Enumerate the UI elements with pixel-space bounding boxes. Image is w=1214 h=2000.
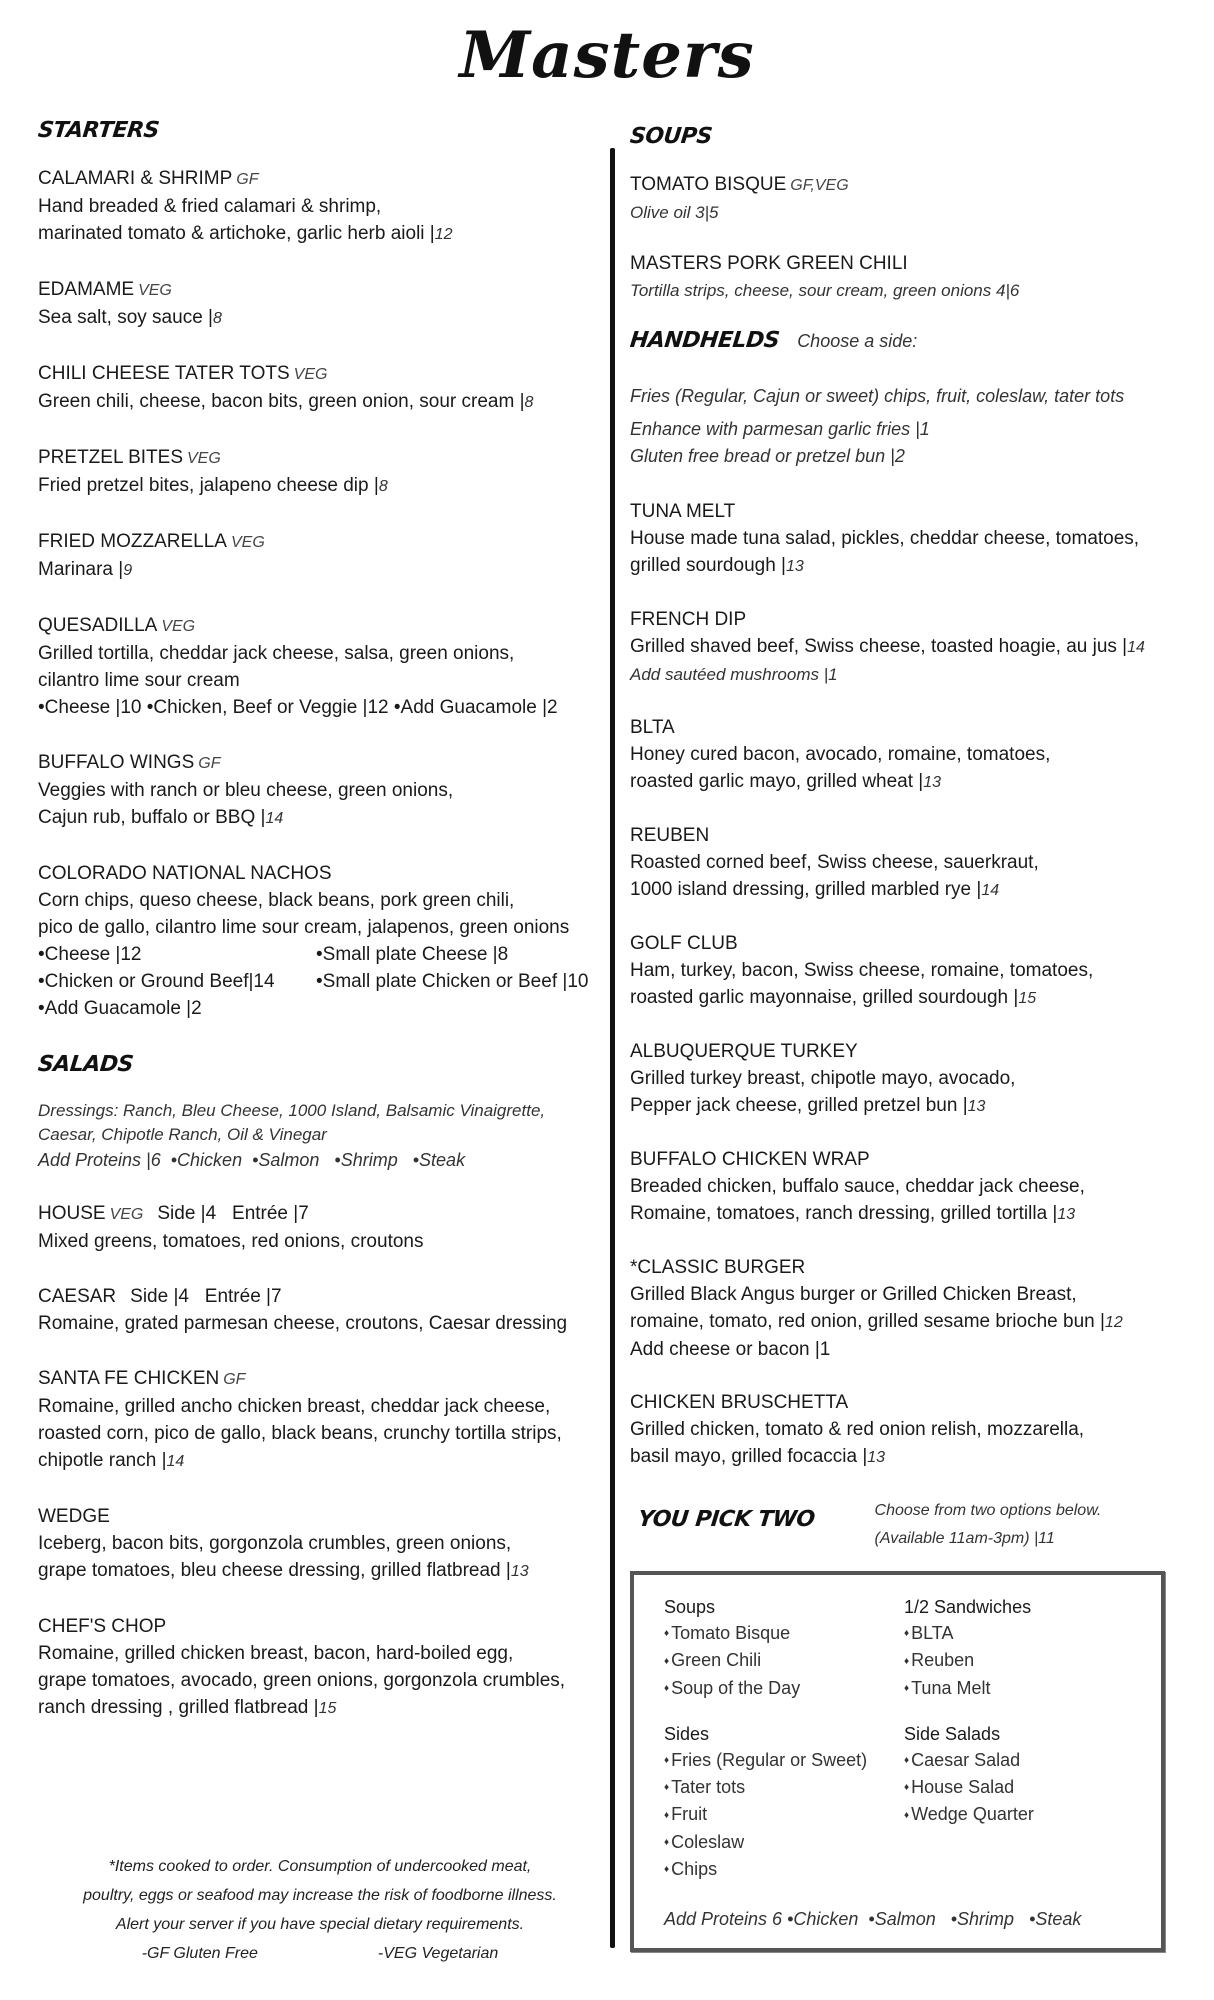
menu-item [38, 1613, 608, 1722]
menu-item-price: 13 [785, 558, 804, 575]
menu-item-description [38, 472, 608, 500]
description-text: Veggies with ranch or bleu cheese, green onions, [38, 780, 454, 801]
menu-item-description [38, 556, 608, 584]
legend-veg: -VEG Vegetarian [377, 1945, 499, 1962]
pick-two-box [630, 1571, 1165, 1952]
pick-two-note-line: Choose from two options below. [874, 1502, 1102, 1519]
menu-item-price: 14 [265, 810, 284, 827]
pick-two-option: ♦ Caesar Salad [904, 1747, 1154, 1774]
handhelds-header [630, 328, 1190, 353]
column-divider [610, 148, 615, 1948]
menu-item-head [38, 612, 608, 640]
menu-item-head [38, 1200, 608, 1228]
description-text: cilantro lime sour cream [38, 670, 240, 691]
options-row [38, 995, 608, 1022]
menu-item-description [630, 1416, 1190, 1443]
pick-two-option: ♦ House Salad [904, 1774, 1154, 1801]
menu-item-price: 14 [981, 882, 1000, 899]
pick-two-option: ♦ Coleslaw [664, 1829, 904, 1856]
menu-item-name: REUBEN [630, 825, 710, 846]
menu-item-description [38, 887, 608, 914]
menu-item-description [630, 1092, 1190, 1120]
choose-side-note: Choose a side: [797, 331, 918, 351]
starters-list [38, 165, 608, 1022]
starters-heading: STARTERS [36, 118, 161, 143]
menu-item-description [630, 633, 1190, 661]
menu-item [630, 1254, 1190, 1363]
left-column [38, 118, 608, 1750]
menu-item-name: SANTA FE CHICKEN [38, 1368, 220, 1389]
menu-item-head [38, 860, 608, 887]
description-text: Sea salt, soy sauce | [38, 307, 213, 328]
dietary-tag: VEG [161, 618, 196, 635]
legend-gf: -GF Gluten Free [141, 1945, 258, 1962]
menu-item-name: CALAMARI & SHRIMP [38, 168, 233, 189]
menu-item-head [38, 749, 608, 777]
pick-two-group-title: Side Salads [904, 1723, 1001, 1744]
menu-item [38, 528, 608, 584]
option: •Chicken or Ground Beef|14 [38, 971, 275, 992]
menu-item-description [38, 1557, 608, 1585]
pick-two-grid [664, 1597, 1137, 1883]
menu-item-sub: Tortilla strips, cheese, sour cream, green onions 4|6 [630, 281, 1020, 300]
menu-item-price: 13 [867, 1449, 886, 1466]
pick-two-option: ♦ Green Chili [664, 1647, 904, 1674]
description-text: Roasted corned beef, Swiss cheese, sauerkraut, [630, 852, 1039, 873]
menu-item-name: ALBUQUERQUE TURKEY [630, 1041, 858, 1062]
menu-item-price: 15 [318, 1700, 337, 1717]
menu-item-price: 9 [123, 562, 133, 579]
restaurant-title: Masters [459, 18, 755, 93]
enhance-option: Enhance with parmesan garlic fries |1 [630, 419, 930, 439]
description-text: pico de gallo, cilantro lime sour cream, jalapenos, green onions [38, 917, 570, 938]
menu-item-head [630, 498, 1190, 525]
description-text: Romaine, grilled chicken breast, bacon, hard-boiled egg, [38, 1643, 514, 1664]
menu-item [630, 606, 1190, 688]
menu-item-head [38, 528, 608, 556]
disclaimer-line: poultry, eggs or seafood may increase the risk of foodborne illness. [83, 1887, 557, 1904]
dietary-tag: GF,VEG [790, 177, 849, 194]
pick-two-note-line: (Available 11am-3pm) |11 [874, 1530, 1055, 1547]
menu-item [630, 1038, 1190, 1120]
menu-item-description [38, 304, 608, 332]
soups-heading: SOUPS [628, 124, 714, 149]
pick-two-group [664, 1597, 904, 1702]
menu-item-description [630, 1443, 1190, 1471]
description-text: Mixed greens, tomatoes, red onions, croutons [38, 1231, 424, 1252]
description-text: Honey cured bacon, avocado, romaine, tomatoes, [630, 744, 1051, 765]
pick-two-option: ♦ BLTA [904, 1620, 1154, 1647]
pick-two-group-title: Sides [664, 1723, 710, 1744]
description-text: Grilled shaved beef, Swiss cheese, toasted hoagie, au jus | [630, 636, 1128, 657]
dietary-tag: VEG [230, 534, 265, 551]
description-text: grape tomatoes, bleu cheese dressing, grilled flatbread | [38, 1560, 511, 1581]
description-text: Romaine, grated parmesan cheese, croutons, Caesar dressing [38, 1313, 568, 1334]
salads-heading: SALADS [36, 1052, 135, 1077]
menu-item-addon: Add sautéed mushrooms |1 [630, 665, 838, 684]
dietary-tag: VEG [187, 450, 221, 467]
option: •Cheese |12 [38, 944, 142, 965]
menu-item-description [38, 777, 608, 804]
description-text: Hand breaded & fried calamari & shrimp, [38, 196, 382, 217]
menu-item-description [38, 667, 608, 694]
menu-item-description [38, 220, 608, 248]
handhelds-list [630, 498, 1190, 1471]
menu-item-description [630, 552, 1190, 580]
description-text: basil mayo, grilled focaccia | [630, 1446, 868, 1467]
description-text: Grilled tortilla, cheddar jack cheese, salsa, green onions, [38, 643, 515, 664]
pick-two-group-title: Soups [664, 1597, 716, 1617]
menu-item-sub: Olive oil 3|5 [630, 203, 719, 222]
handhelds-heading: HANDHELDS [628, 328, 781, 353]
menu-item-description [38, 804, 608, 832]
description-text: Romaine, grilled ancho chicken breast, cheddar jack cheese, [38, 1396, 551, 1417]
description-text: romaine, tomato, red onion, grilled sesame brioche bun | [630, 1311, 1105, 1332]
menu-item-price: 13 [510, 1563, 529, 1580]
salad-dressings [38, 1099, 608, 1174]
menu-item-name: HOUSE [38, 1203, 106, 1224]
menu-item [630, 1389, 1190, 1471]
pick-two-note [875, 1497, 1102, 1553]
menu-item-name: *CLASSIC BURGER [630, 1257, 806, 1278]
salad-size-price: Side |4 Entrée |7 [157, 1203, 309, 1224]
menu-item-price: 8 [524, 394, 534, 411]
gluten-free-option: Gluten free bread or pretzel bun |2 [630, 446, 905, 466]
menu-item-head [630, 250, 1190, 277]
soups-list [630, 171, 1190, 304]
menu-item-name: COLORADO NATIONAL NACHOS [38, 863, 332, 884]
menu-item [38, 749, 608, 832]
menu-item-description [38, 640, 608, 667]
pick-two-list [904, 1747, 1154, 1829]
dietary-tag: GF [223, 1371, 246, 1388]
menu-item-head [630, 930, 1190, 957]
menu-item [38, 860, 608, 1022]
menu-item-price: 13 [1057, 1206, 1076, 1223]
menu-item-head [38, 1503, 608, 1530]
menu-item-price: 14 [166, 1453, 185, 1470]
menu-item-head [630, 1389, 1190, 1416]
menu-item-name: TUNA MELT [630, 501, 736, 522]
description-text: grilled sourdough | [630, 555, 786, 576]
menu-item-price: 13 [923, 774, 942, 791]
right-column [630, 124, 1190, 1952]
menu-item-name: BUFFALO CHICKEN WRAP [630, 1149, 870, 1170]
menu-item-addon: Add cheese or bacon |1 [630, 1339, 831, 1360]
menu-item-description [630, 1065, 1190, 1092]
menu-item-name: EDAMAME [38, 279, 135, 300]
menu-item [38, 276, 608, 332]
menu-item-description [630, 849, 1190, 876]
menu-item [38, 1200, 608, 1255]
disclaimer-line: *Items cooked to order. Consumption of undercooked meat, [108, 1858, 532, 1875]
description-text: roasted corn, pico de gallo, black beans, crunchy tortilla strips, [38, 1423, 562, 1444]
menu-item-head [38, 1283, 608, 1310]
description-text: Grilled turkey breast, chipotle mayo, avocado, [630, 1068, 1016, 1089]
menu-item [630, 250, 1190, 304]
menu-item-description [38, 1530, 608, 1557]
description-text: Breaded chicken, buffalo sauce, cheddar jack cheese, [630, 1176, 1085, 1197]
option: •Small plate Chicken or Beef |10 [316, 971, 589, 992]
menu-item-description [38, 1420, 608, 1447]
description-text: Corn chips, queso cheese, black beans, pork green chili, [38, 890, 515, 911]
handhelds-sides [630, 383, 1190, 470]
menu-item-name: MASTERS PORK GREEN CHILI [630, 253, 908, 274]
legend [40, 1939, 600, 1968]
description-text: Ham, turkey, bacon, Swiss cheese, romaine, tomatoes, [630, 960, 1094, 981]
menu-item-head [630, 606, 1190, 633]
menu-item [38, 612, 608, 721]
menu-item-description [630, 525, 1190, 552]
pick-two-option: ♦ Tomato Bisque [664, 1620, 904, 1647]
pick-two-group [904, 1597, 1154, 1702]
menu-item-head [38, 1365, 608, 1393]
pick-two-list [664, 1747, 904, 1883]
menu-item-head [630, 822, 1190, 849]
sides-options: Fries (Regular, Cajun or sweet) chips, fruit, coleslaw, tater tots [630, 386, 1125, 406]
dressings-line: Dressings: Ranch, Bleu Cheese, 1000 Island, Balsamic Vinaigrette, [38, 1101, 546, 1120]
menu-item-name: BUFFALO WINGS [38, 752, 195, 773]
menu-item-name: TOMATO BISQUE [630, 174, 787, 195]
menu-item [630, 1146, 1190, 1228]
menu-item-price: 8 [212, 310, 222, 327]
menu-item-head [630, 171, 1190, 199]
menu-item-name: WEDGE [38, 1506, 110, 1527]
menu-item-name: CHICKEN BRUSCHETTA [630, 1392, 849, 1413]
menu-item-options: •Cheese |10 •Chicken, Beef or Veggie |12 •Add Guacamole |2 [38, 697, 558, 718]
menu-item-description [38, 193, 608, 220]
disclaimer-line: Alert your server if you have special dietary requirements. [115, 1916, 525, 1933]
dietary-tag: GF [198, 755, 221, 772]
menu-item-description [38, 388, 608, 416]
pick-two-proteins: Add Proteins 6 •Chicken •Salmon •Shrimp •Steak [664, 1909, 1082, 1929]
description-text: Pepper jack cheese, grilled pretzel bun | [630, 1095, 968, 1116]
pick-two-header [638, 1497, 1190, 1553]
menu-item-price: 12 [1104, 1314, 1123, 1331]
menu-item-description [38, 1694, 608, 1722]
menu-item-description [630, 768, 1190, 796]
menu-item [38, 1283, 608, 1337]
menu-item-head [630, 1254, 1190, 1281]
menu-item [38, 444, 608, 500]
dietary-tag: VEG [293, 366, 328, 383]
menu-item-head [630, 714, 1190, 741]
pick-two-heading: YOU PICK TWO [636, 1507, 816, 1532]
description-text: Fried pretzel bites, jalapeno cheese dip | [38, 475, 379, 496]
description-text: Green chili, cheese, bacon bits, green onion, sour cream | [38, 391, 525, 412]
menu-item-name: PRETZEL BITES [38, 447, 183, 468]
pick-two-group-title: 1/2 Sandwiches [904, 1597, 1032, 1617]
menu-item-name: BLTA [630, 717, 675, 738]
menu-item [38, 165, 608, 248]
description-text: grape tomatoes, avocado, green onions, gorgonzola crumbles, [38, 1670, 566, 1691]
menu-item [630, 822, 1190, 904]
menu-item [630, 714, 1190, 796]
menu-item-description [38, 1393, 608, 1420]
menu-item-price: 12 [434, 226, 453, 243]
pick-two-group [664, 1724, 904, 1883]
menu-item-description [630, 1173, 1190, 1200]
menu-item-head [38, 360, 608, 388]
description-text: ranch dressing , grilled flatbread | [38, 1697, 319, 1718]
dietary-tag: VEG [109, 1206, 144, 1223]
description-text: chipotle ranch | [38, 1450, 167, 1471]
description-text: Iceberg, bacon bits, gorgonzola crumbles, green onions, [38, 1533, 512, 1554]
description-text: Grilled chicken, tomato & red onion relish, mozzarella, [630, 1419, 1085, 1440]
menu-item-description [38, 1310, 608, 1337]
menu-item-description [630, 741, 1190, 768]
menu-item-description [38, 914, 608, 941]
menu-item [38, 1503, 608, 1585]
dressings-line: Caesar, Chipotle Ranch, Oil & Vinegar [38, 1125, 327, 1144]
pick-two-option: ♦ Soup of the Day [664, 1675, 904, 1702]
dietary-tag: VEG [138, 282, 172, 299]
menu-item [630, 498, 1190, 580]
menu-item [38, 1365, 608, 1475]
menu-item-head [38, 276, 608, 304]
pick-two-option: ♦ Tater tots [664, 1774, 904, 1801]
menu-item-head [38, 444, 608, 472]
description-text: 1000 island dressing, grilled marbled rye | [630, 879, 982, 900]
options-row [38, 941, 608, 968]
salad-proteins: Add Proteins |6 •Chicken •Salmon •Shrimp •Steak [38, 1150, 466, 1170]
description-text: roasted garlic mayo, grilled wheat | [630, 771, 924, 792]
menu-item [630, 171, 1190, 226]
description-text: House made tuna salad, pickles, cheddar cheese, tomatoes, [630, 528, 1140, 549]
menu-item-head [38, 165, 608, 193]
menu-item-head [630, 1038, 1190, 1065]
menu-item-name: CAESAR [38, 1286, 117, 1307]
menu-item-description [38, 1640, 608, 1667]
menu-item-price: 13 [967, 1098, 986, 1115]
pick-two-list [664, 1620, 904, 1702]
menu-item-name: CHILI CHEESE TATER TOTS [38, 363, 290, 384]
menu-item-description [38, 1667, 608, 1694]
menu-item-description [630, 957, 1190, 984]
options-row [38, 968, 608, 995]
pick-two-option: ♦ Fries (Regular or Sweet) [664, 1747, 904, 1774]
description-text: Cajun rub, buffalo or BBQ | [38, 807, 266, 828]
menu-item-description [630, 876, 1190, 904]
menu-item-description [630, 1308, 1190, 1336]
description-text: Romaine, tomatoes, ranch dressing, grilled tortilla | [630, 1203, 1058, 1224]
description-text: roasted garlic mayonnaise, grilled sourdough | [630, 987, 1019, 1008]
description-text: Grilled Black Angus burger or Grilled Chicken Breast, [630, 1284, 1077, 1305]
option: •Small plate Cheese |8 [316, 944, 509, 965]
menu-item-name: CHEF'S CHOP [38, 1616, 167, 1637]
salad-size-price: Side |4 Entrée |7 [130, 1286, 282, 1307]
pick-two-option: ♦ Reuben [904, 1647, 1154, 1674]
menu-item-description [630, 1200, 1190, 1228]
footer-disclaimer [40, 1852, 600, 1968]
menu-item-price: 15 [1018, 990, 1037, 1007]
pick-two-option: ♦ Wedge Quarter [904, 1801, 1154, 1828]
menu-item-name: GOLF CLUB [630, 933, 738, 954]
pick-two-option: ♦ Tuna Melt [904, 1675, 1154, 1702]
menu-item-description [630, 984, 1190, 1012]
pick-two-group [904, 1724, 1154, 1883]
menu-item-name: FRIED MOZZARELLA [38, 531, 227, 552]
description-text: Marinara | [38, 559, 124, 580]
pick-two-option: ♦ Chips [664, 1856, 904, 1883]
description-text: marinated tomato & artichoke, garlic herb aioli | [38, 223, 435, 244]
menu-item-price: 8 [378, 478, 388, 495]
pick-two-list [904, 1620, 1154, 1702]
menu-item-description [38, 1447, 608, 1475]
menu-item-description [630, 1281, 1190, 1308]
menu-item-price: 14 [1127, 639, 1145, 656]
menu-item-name: QUESADILLA [38, 615, 158, 636]
menu-item [38, 360, 608, 416]
dietary-tag: GF [236, 171, 259, 188]
menu-item [630, 930, 1190, 1012]
menu-item-description [38, 1228, 608, 1255]
menu-item-head [38, 1613, 608, 1640]
pick-two-option: ♦ Fruit [664, 1801, 904, 1828]
menu-item-head [630, 1146, 1190, 1173]
menu-item-name: FRENCH DIP [630, 609, 747, 630]
option: •Add Guacamole |2 [38, 998, 202, 1019]
salads-list [38, 1200, 608, 1722]
